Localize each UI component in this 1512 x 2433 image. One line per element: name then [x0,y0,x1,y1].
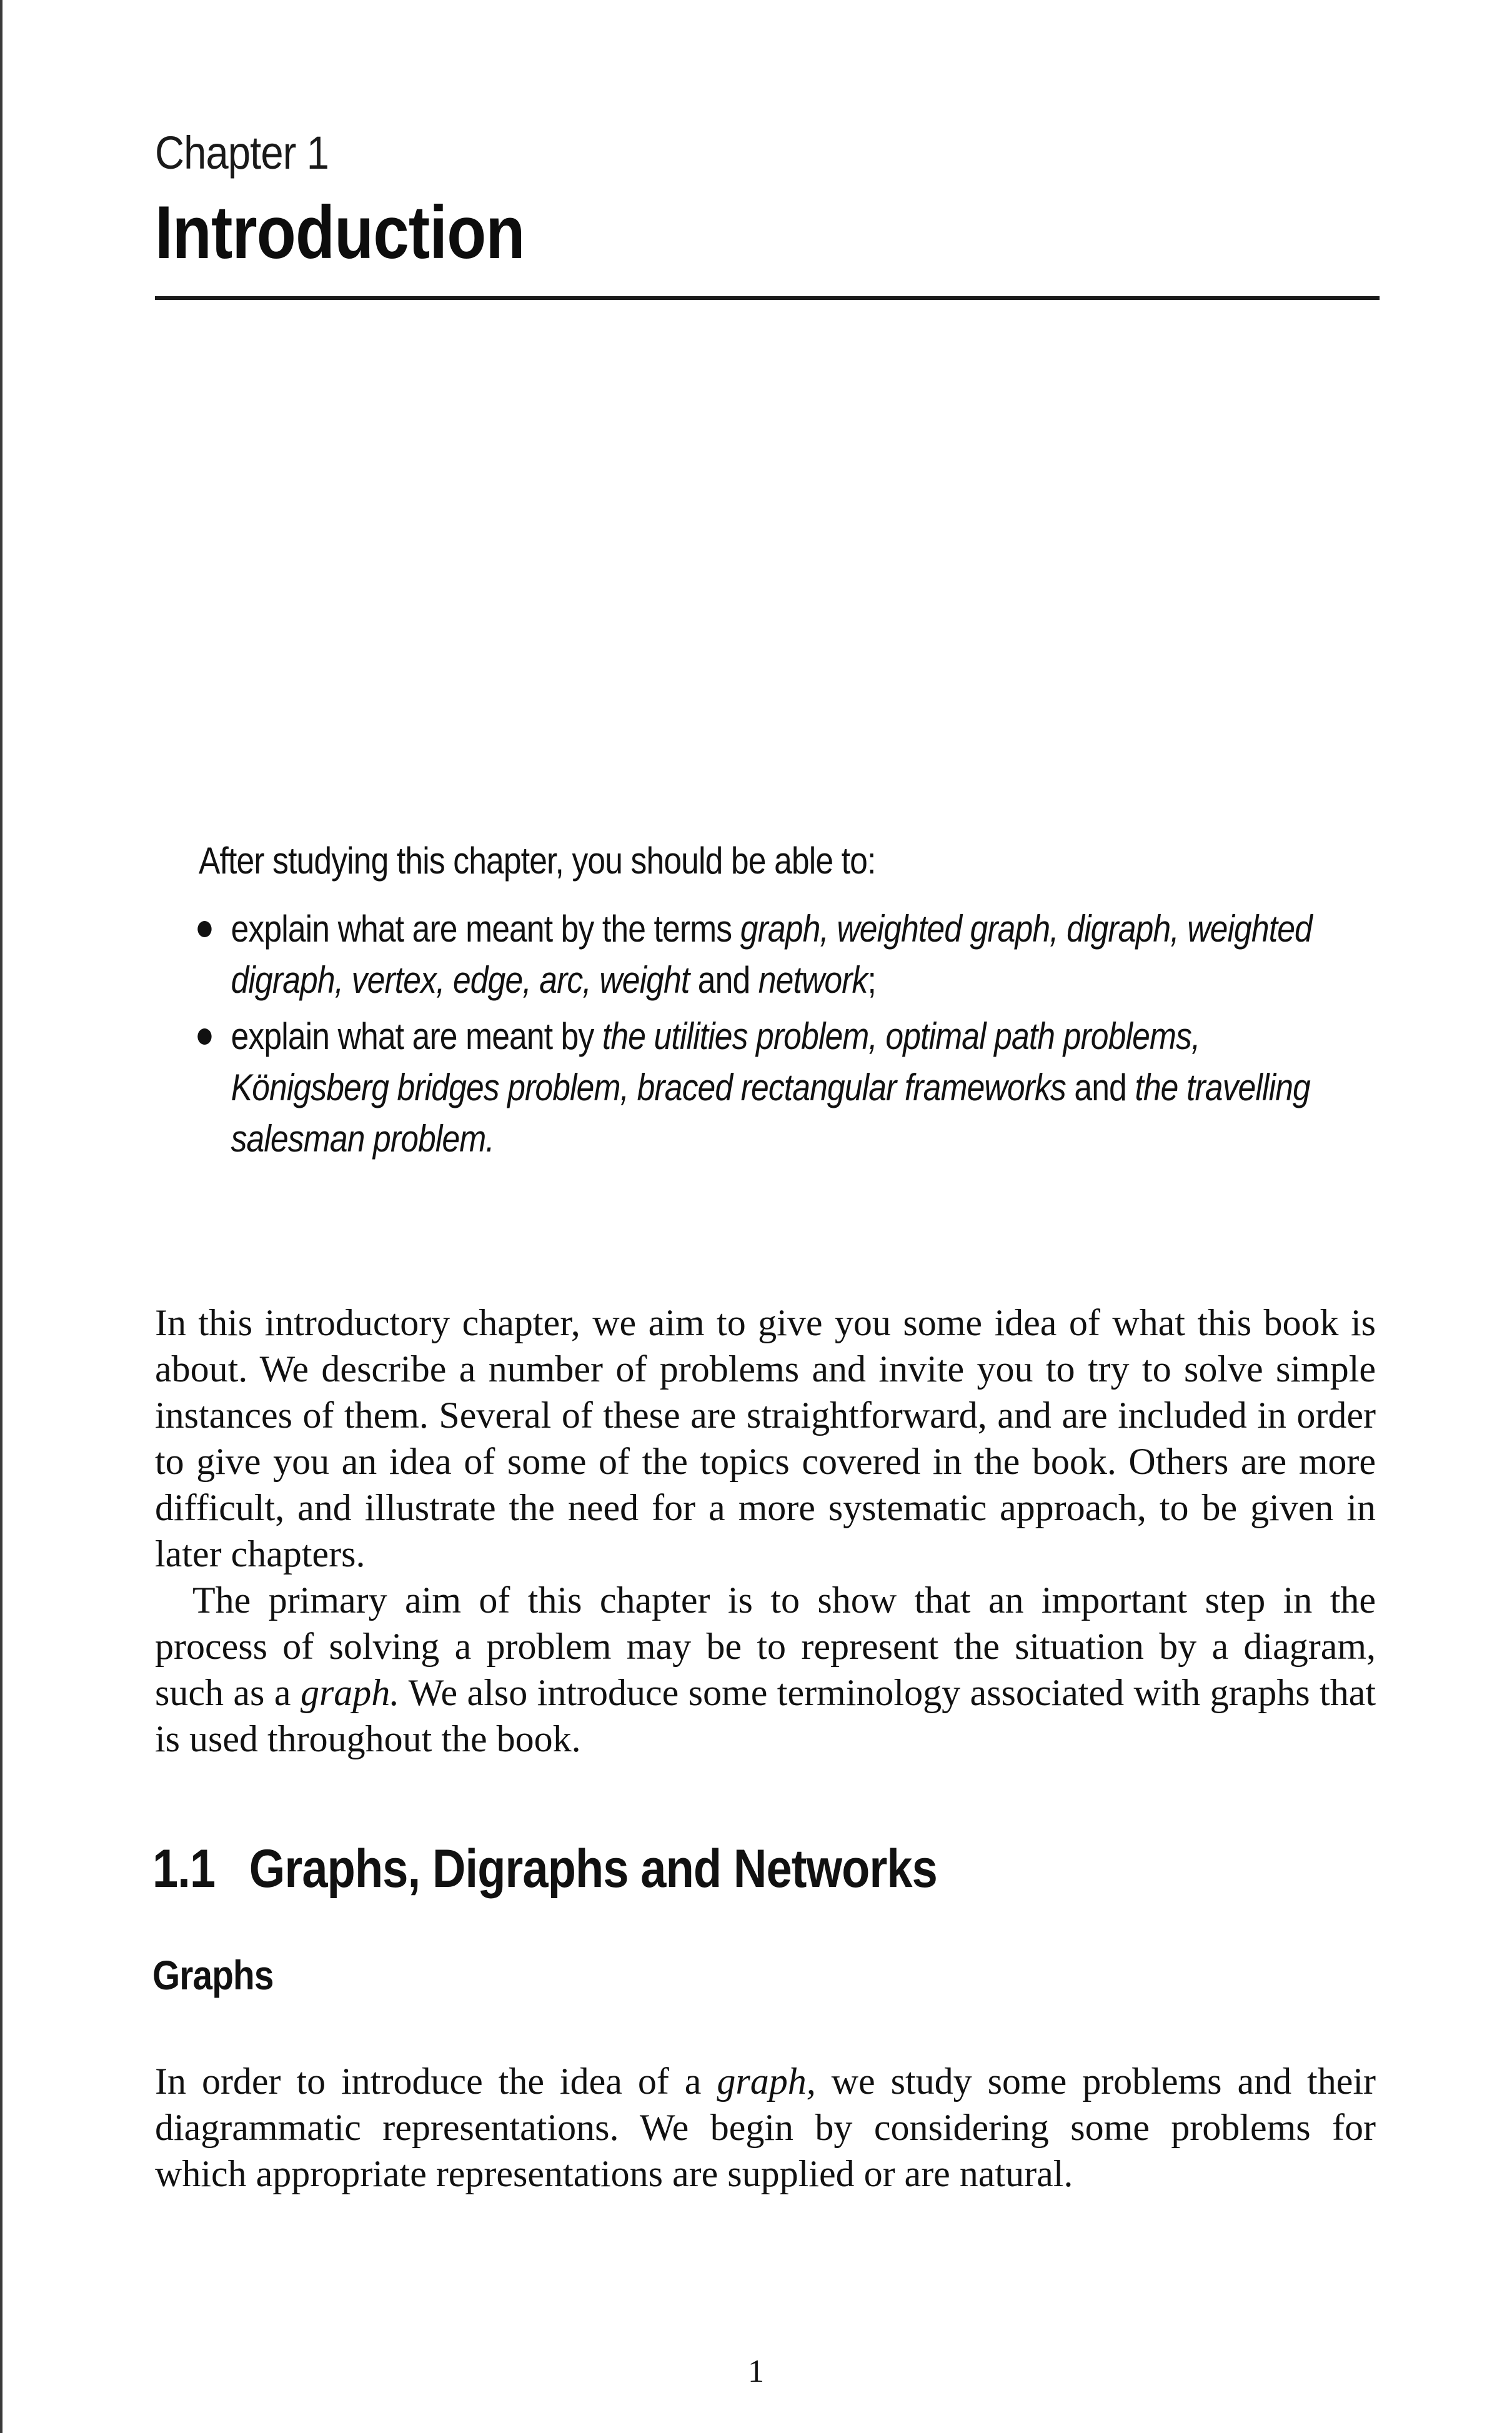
chapter-title: Introduction [155,191,525,274]
objective-terms: graph, weighted graph, digraph, weighted digraph, vertex, edge, arc, weight [231,908,1312,1001]
paragraph-text: In order to introduce the idea of a [155,2061,717,2102]
bullet-icon [197,921,211,937]
graphs-paragraph [155,2058,1376,2197]
objective-terms: network [758,959,868,1001]
intro-paragraph-2 [155,1577,1376,1762]
page-number: 1 [748,2354,764,2389]
paragraph-text: We also introduce some terminology associated with graphs that is used throughout the book. [155,1672,1376,1759]
objective-item [199,1011,1327,1165]
objective-text: explain what are meant by [231,1015,602,1057]
chapter-divider [155,296,1380,300]
objective-item [199,903,1327,1006]
bullet-icon [197,1028,211,1045]
section-heading [152,1839,937,1899]
objective-terms: the utilities problem, optimal path problems, Königsberg bridges problem, braced rectangular frameworks [231,1015,1200,1108]
paragraph-text: The primary aim of this chapter is to show that an important step in the process of solving a problem may be to represent the situation by a diagram, such as a [155,1580,1376,1713]
paragraph-emphasis: graph. [300,1672,400,1713]
page-edge [0,0,2,2433]
introduction-text [155,1300,1376,1762]
objective-text: explain what are meant by the terms [231,908,740,950]
objective-text: and [689,959,758,1001]
section-title: Graphs, Digraphs and Networks [249,1839,937,1899]
learning-objectives [199,836,1386,1170]
objectives-intro: After studying this chapter, you should be able to: [199,840,876,882]
paragraph-emphasis: graph, [717,2061,816,2102]
chapter-label: Chapter 1 [155,127,329,179]
objective-terms: the travelling salesman problem. [231,1067,1310,1160]
objectives-list [199,903,1386,1165]
objective-text: ; [867,959,876,1001]
paragraph-text: we study some problems and their diagrammatic representations. We begin by considering some problems for which appropriate representations are supplied or are natural. [155,2061,1376,2194]
section-number: 1.1 [152,1839,216,1899]
objective-text: and [1065,1067,1135,1108]
intro-paragraph-1: In this introductory chapter, we aim to give you some idea of what this book is about. We describe a number of problems and invite you to try to solve simple instances of them. Several of these are straightforward, and are included in order to give you an idea of some of the topics covered in the book. Others are more difficult, and illustrate the need for a more systematic approach, to be given in later chapters. [155,1302,1376,1575]
subsection-heading: Graphs [152,1952,274,1998]
